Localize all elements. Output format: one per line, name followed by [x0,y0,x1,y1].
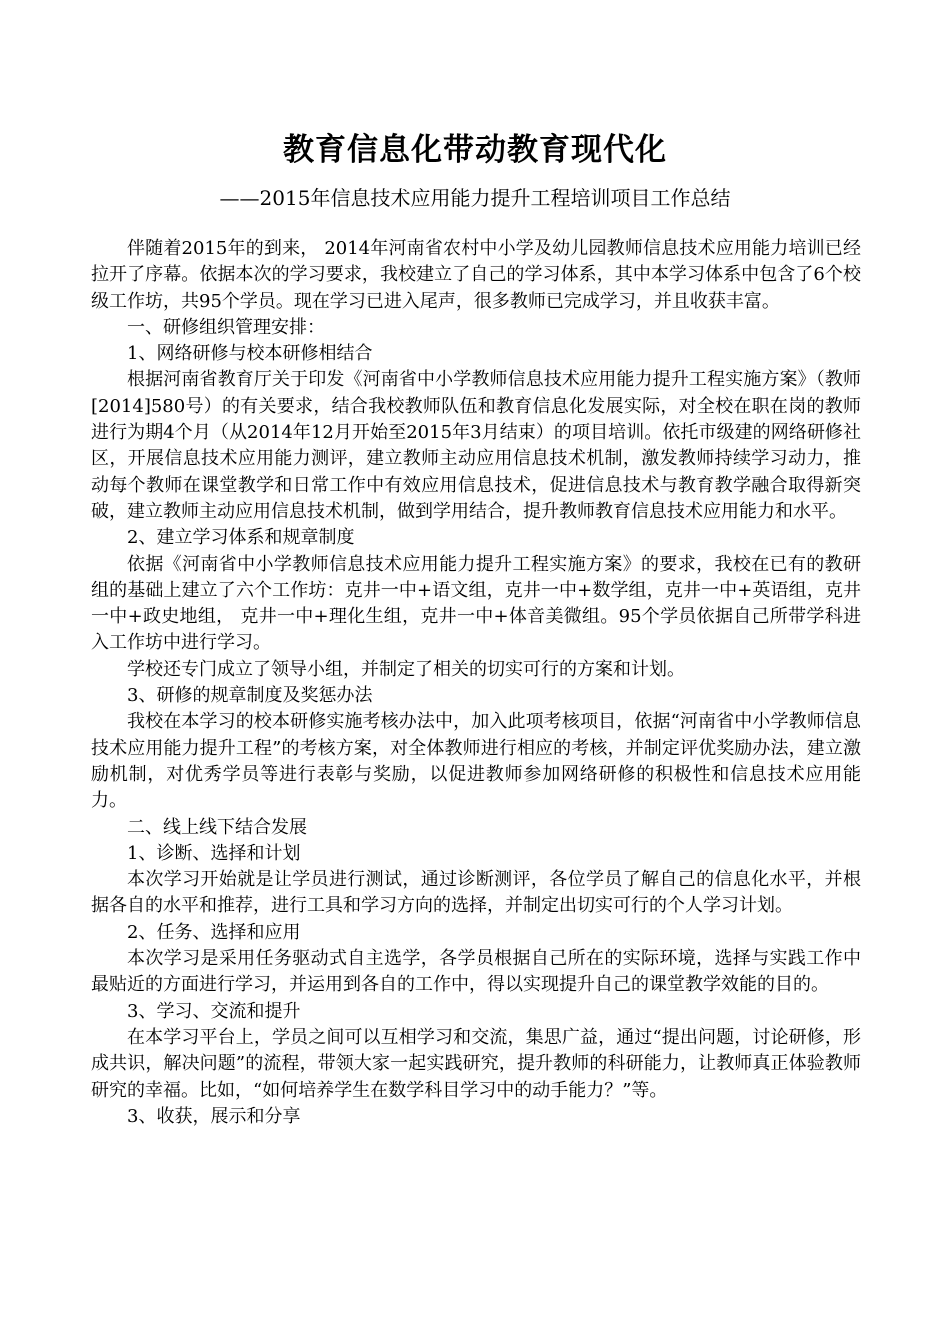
subsection-heading-1-3: 3、研修的规章制度及奖惩办法 [127,685,373,707]
subsection-heading-2-4: 3、收获，展示和分享 [127,1105,301,1127]
paragraph-1-2-b: 学校还专门成立了领导小组，并制定了相关的切实可行的方案和计划。 [127,658,685,680]
document-body [91,236,861,1130]
subsection-heading-2-3: 3、学习、交流和提升 [127,1000,301,1022]
subsection-heading-1-1: 1、网络研修与校本研修相结合 [127,343,373,365]
document-subtitle: ——2015年信息技术应用能力提升工程培训项目工作总结 [219,186,731,210]
section-heading-1: 一、研修组织管理安排： [127,316,325,338]
section-heading-2: 二、线上线下结合发展 [127,816,307,838]
paragraph-1-2: 依据《河南省中小学教师信息技术应用能力提升工程实施方案》的要求，我校在已有的教研组的基础上建立了六个工作坊：克井一中+语文组，克井一中+数学组，克井一中+英语组，克井一中+政史地组， 克井一中+理化生组，克井一中+体音美微组。95个学员依据自己所带学科进入工作坊中进行学习。 [91,553,861,654]
subsection-heading-2-1: 1、诊断、选择和计划 [127,842,301,864]
paragraph-2-3: 在本学习平台上，学员之间可以互相学习和交流，集思广益，通过“提出问题，讨论研修，形成共识，解决问题”的流程，带领大家一起实践研究，提升教师的科研能力，让教师真正体验教师研究的幸福。比如，“如何培养学生在数学科目学习中的动手能力？”等。 [91,1026,861,1101]
paragraph-1-3: 我校在本学习的校本研修实施考核办法中，加入此项考核项目，依据“河南省中小学教师信息技术应用能力提升工程”的考核方案，对全体教师进行相应的考核，并制定评优奖励办法，建立激励机制，对优秀学员等进行表彰与奖励，以促进教师参加网络研修的积极性和信息技术应用能力。 [91,711,861,812]
paragraph-2-1: 本次学习开始就是让学员进行测试，通过诊断测评，各位学员了解自己的信息化水平，并根据各自的水平和推荐，进行工具和学习方向的选择，并制定出切实可行的个人学习计划。 [91,869,861,917]
document-title: 教育信息化带动教育现代化 [283,132,667,168]
paragraph-intro: 伴随着2015年的到来， 2014年河南省农村中小学及幼儿园教师信息技术应用能力培训已经拉开了序幕。依据本次的学习要求，我校建立了自己的学习体系，其中本学习体系中包含了6个校级工作坊，共95个学员。现在学习已进入尾声，很多教师已完成学习，并且收获丰富。 [91,238,861,312]
paragraph-1-1: 根据河南省教育厅关于印发《河南省中小学教师信息技术应用能力提升工程实施方案》（教师[2014]580号）的有关要求，结合我校教师队伍和教育信息化发展实际，对全校在职在岗的教师进行为期4个月（从2014年12月开始至2015年3月结束）的项目培训。依托市级建的网络研修社区，开展信息技术应用能力测评，建立教师主动应用信息技术机制，激发教师持续学习动力，推动每个教师在课堂教学和日常工作中有效应用信息技术，促进信息技术与教育教学融合取得新突破，建立教师主动应用信息技术机制，做到学用结合，提升教师教育信息技术应用能力和水平。 [91,369,861,522]
subsection-heading-1-2: 2、建立学习体系和规章制度 [127,527,355,549]
subsection-heading-2-2: 2、任务、选择和应用 [127,921,301,943]
paragraph-2-2: 本次学习是采用任务驱动式自主选学，各学员根据自己所在的实际环境，选择与实践工作中最贴近的方面进行学习，并运用到各自的工作中，得以实现提升自己的课堂教学效能的目的。 [91,948,861,996]
